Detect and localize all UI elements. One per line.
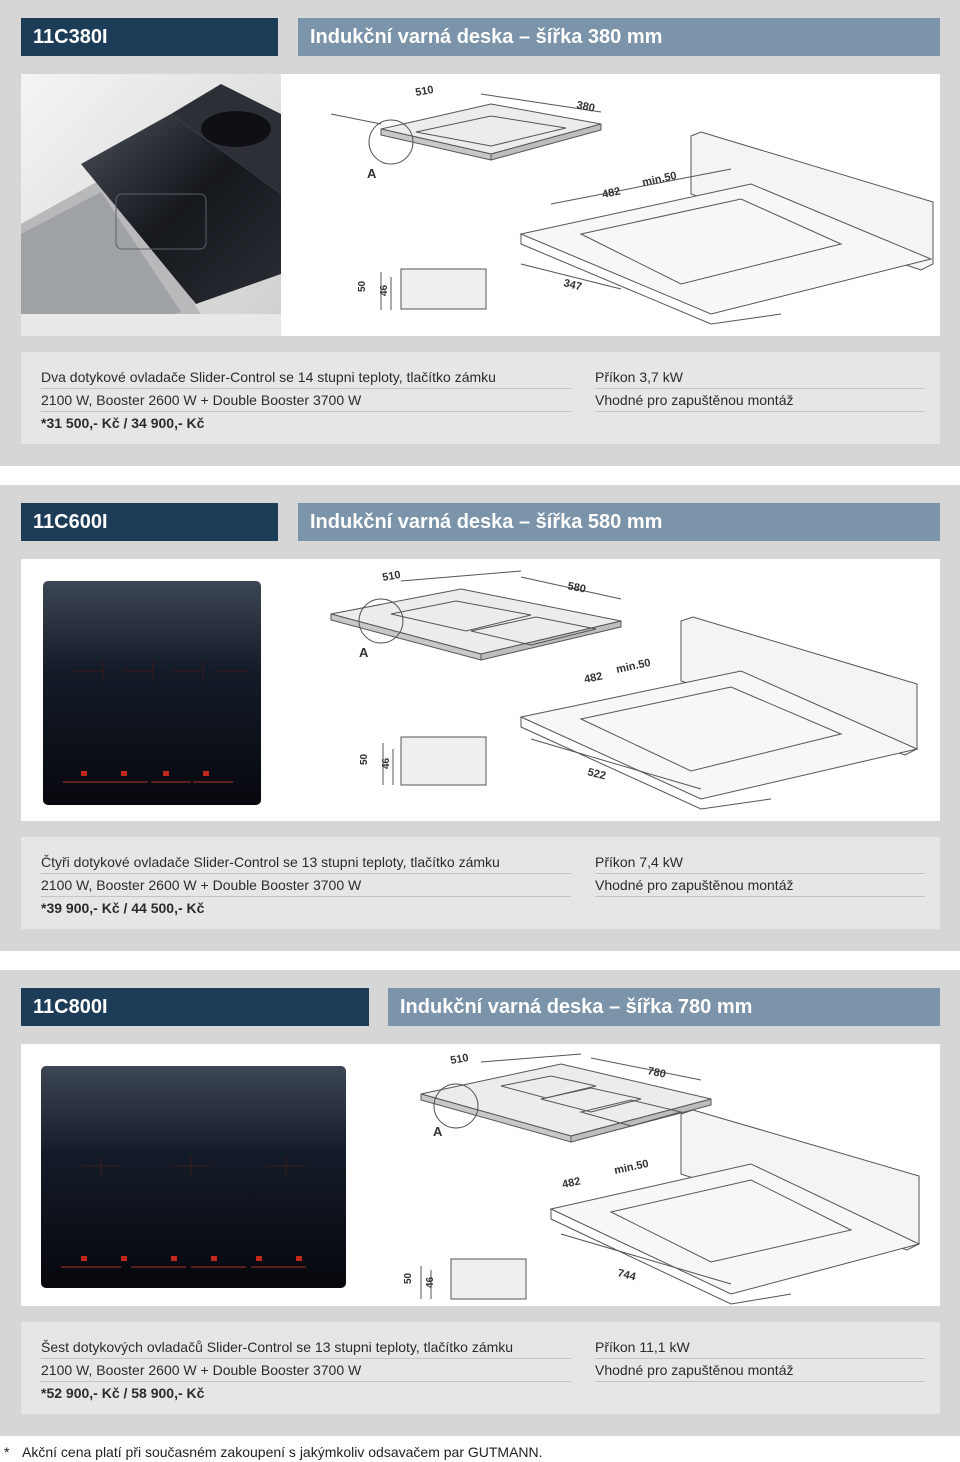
dim-h2: 46	[379, 284, 390, 296]
dim-h1: 50	[359, 753, 370, 765]
product-section-11c600i	[0, 485, 960, 951]
spec-controls: Dva dotykové ovladače Slider-Control se 14 stupni teploty, tlačítko zámku	[41, 366, 571, 389]
detail-label: A	[433, 1124, 443, 1139]
product-title: Indukční varná deska – šířka 580 mm	[298, 503, 940, 541]
detail-label: A	[367, 166, 377, 181]
dim-cut-depth: 482	[601, 185, 622, 201]
spec-total-power: Příkon 3,7 kW	[595, 366, 925, 389]
image-panel	[21, 74, 940, 336]
spec-mounting: Vhodné pro zapuštěnou montáž	[595, 874, 925, 897]
image-panel	[21, 1044, 940, 1306]
spec-box	[21, 352, 940, 444]
spec-controls: Šest dotykových ovladačů Slider-Control se 13 stupni teploty, tlačítko zámku	[41, 1336, 571, 1359]
footnote-text: Akční cena platí při současném zakoupení s jakýmkoliv odsavačem par GUTMANN.	[22, 1444, 543, 1460]
product-code: 11C600I	[21, 503, 278, 541]
dim-h2: 46	[425, 1276, 436, 1288]
spec-box	[21, 1322, 940, 1414]
spec-power-levels: 2100 W, Booster 2600 W + Double Booster 3700 W	[41, 1359, 571, 1382]
spec-mounting: Vhodné pro zapuštěnou montáž	[595, 1359, 925, 1382]
product-code: 11C380I	[21, 18, 278, 56]
dim-h1: 50	[357, 280, 368, 292]
spec-price: *52 900,- Kč / 58 900,- Kč	[41, 1385, 205, 1401]
spec-price: *39 900,- Kč / 44 500,- Kč	[41, 900, 205, 916]
spec-mounting: Vhodné pro zapuštěnou montáž	[595, 389, 925, 412]
dim-cut-width: 522	[586, 766, 607, 783]
dim-cut-depth: 482	[583, 670, 604, 686]
spec-box	[21, 837, 940, 929]
product-title: Indukční varná deska – šířka 380 mm	[298, 18, 940, 56]
product-photo	[41, 1066, 346, 1288]
product-code: 11C800I	[21, 988, 369, 1026]
dim-width: 580	[566, 580, 587, 596]
product-title: Indukční varná deska – šířka 780 mm	[388, 988, 940, 1026]
dim-min: min.50	[641, 169, 678, 189]
dim-depth: 510	[381, 568, 402, 584]
technical-drawing	[403, 1044, 940, 1306]
dim-h2: 46	[381, 757, 392, 769]
dim-depth: 510	[414, 83, 435, 99]
dim-h1: 50	[403, 1272, 414, 1284]
product-section-11c380i	[0, 0, 960, 466]
dim-width: 380	[575, 99, 596, 115]
spec-price: *31 500,- Kč / 34 900,- Kč	[41, 415, 205, 431]
dim-cut-depth: 482	[561, 1175, 582, 1191]
image-panel	[21, 559, 940, 821]
product-section-11c800i	[0, 970, 960, 1436]
technical-drawing	[321, 559, 940, 821]
product-photo	[21, 74, 281, 336]
spec-total-power: Příkon 11,1 kW	[595, 1336, 925, 1359]
dim-min: min.50	[615, 656, 652, 676]
spec-power-levels: 2100 W, Booster 2600 W + Double Booster 3700 W	[41, 389, 571, 412]
footnote-marker: *	[4, 1444, 10, 1460]
spec-power-levels: 2100 W, Booster 2600 W + Double Booster 3700 W	[41, 874, 571, 897]
dim-min: min.50	[613, 1157, 650, 1177]
spec-controls: Čtyři dotykové ovladače Slider-Control se 13 stupni teploty, tlačítko zámku	[41, 851, 571, 874]
dim-depth: 510	[449, 1051, 470, 1067]
dim-cut-width: 744	[616, 1267, 637, 1284]
dim-width: 780	[646, 1065, 667, 1081]
dim-cut-width: 347	[562, 277, 583, 294]
spec-total-power: Příkon 7,4 kW	[595, 851, 925, 874]
product-photo	[43, 581, 261, 805]
detail-label: A	[359, 645, 369, 660]
technical-drawing	[321, 74, 940, 336]
